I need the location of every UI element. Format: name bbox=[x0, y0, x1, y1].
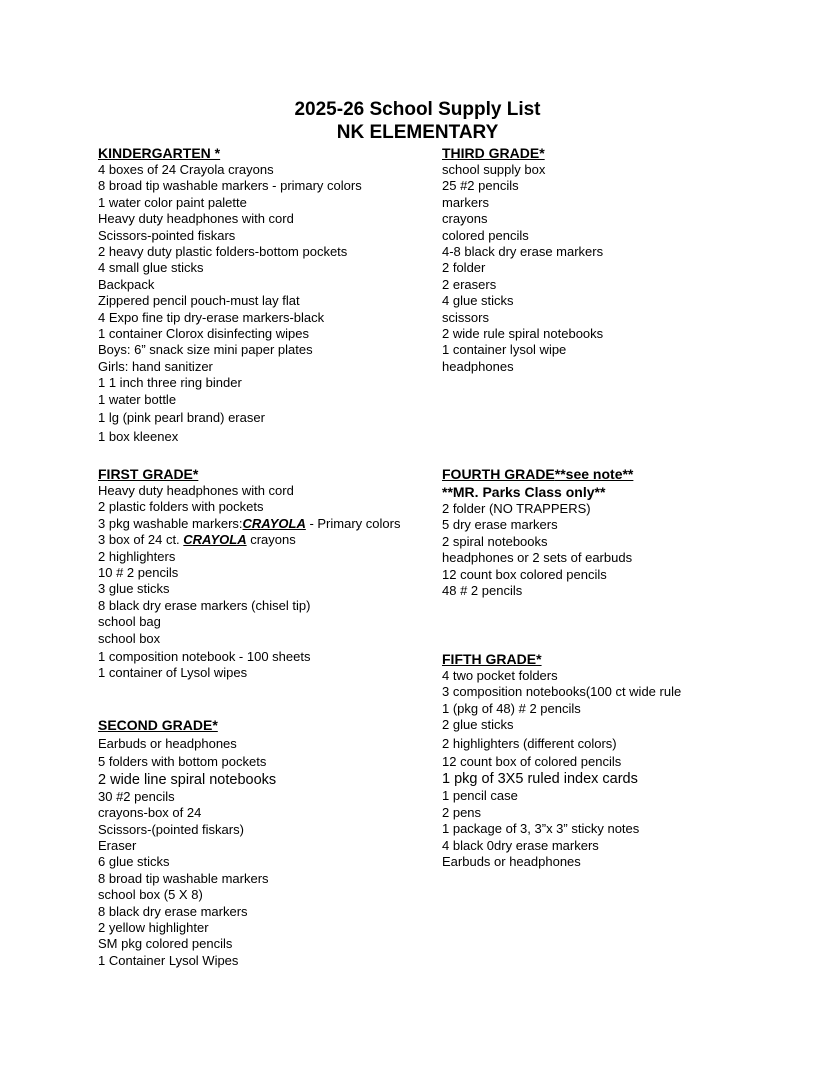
list-item: 5 dry erase markers bbox=[442, 517, 558, 533]
list-item: 2 highlighters (different colors) bbox=[442, 735, 617, 751]
list-item: 4 Expo fine tip dry-erase markers-black bbox=[98, 309, 325, 325]
list-item: 4 glue sticks bbox=[442, 293, 514, 309]
markers-prefix: 3 pkg washable markers: bbox=[98, 515, 243, 531]
fifth-grade-list bbox=[442, 668, 681, 870]
list-item: 4 two pocket folders bbox=[442, 668, 558, 683]
list-item: 2 glue sticks bbox=[442, 717, 514, 733]
fourth-grade-subheading: **MR. Parks Class only** bbox=[442, 484, 606, 500]
list-item: 1 composition notebook - 100 sheets bbox=[98, 649, 311, 665]
list-item: Boys: 6” snack size mini paper plates bbox=[98, 342, 313, 358]
list-item: 2 highlighters bbox=[98, 548, 176, 564]
list-item: 25 #2 pencils bbox=[442, 178, 519, 194]
list-item: markers bbox=[442, 194, 489, 210]
list-item: 2 erasers bbox=[442, 276, 497, 292]
list-item: Scissors-pointed fiskars bbox=[98, 227, 236, 243]
kindergarten-heading: KINDERGARTEN * bbox=[98, 145, 221, 161]
list-item: Girls: hand sanitizer bbox=[98, 358, 213, 374]
list-item: 1 box kleenex bbox=[98, 428, 179, 444]
list-item: 4 small glue sticks bbox=[98, 260, 204, 276]
list-item: Scissors-(pointed fiskars) bbox=[98, 821, 244, 837]
list-item: 8 broad tip washable markers bbox=[98, 870, 269, 886]
list-item: colored pencils bbox=[442, 227, 529, 243]
list-item: Backpack bbox=[98, 276, 155, 292]
list-item: Heavy duty headphones with cord bbox=[98, 483, 294, 498]
fourth-grade-heading-note: **see note** bbox=[554, 466, 634, 482]
fourth-grade-section bbox=[442, 465, 633, 599]
third-grade-list bbox=[442, 162, 603, 375]
list-item bbox=[98, 532, 400, 548]
first-grade-list bbox=[98, 483, 400, 682]
crayons-prefix: 3 box of 24 ct. bbox=[98, 532, 184, 548]
list-item: 1 Container Lysol Wipes bbox=[98, 952, 239, 968]
second-grade-list bbox=[98, 736, 276, 969]
markers-suffix: - Primary colors bbox=[305, 515, 401, 531]
list-item: 3 composition notebooks(100 ct wide rule bbox=[442, 684, 682, 700]
school-name: NK ELEMENTARY bbox=[336, 122, 499, 143]
list-item: 8 broad tip washable markers - primary colors bbox=[98, 178, 362, 194]
third-grade-section bbox=[442, 144, 603, 375]
list-item: 2 folder bbox=[442, 260, 486, 276]
kindergarten-list bbox=[98, 162, 362, 445]
list-item: Zippered pencil pouch-must lay flat bbox=[98, 293, 300, 309]
fifth-grade-heading: FIFTH GRADE* bbox=[442, 651, 542, 667]
list-item: 6 glue sticks bbox=[98, 854, 170, 870]
first-grade-heading: FIRST GRADE* bbox=[98, 466, 199, 482]
list-item: 2 plastic folders with pockets bbox=[98, 499, 264, 515]
list-item: 10 # 2 pencils bbox=[98, 565, 179, 581]
list-item: 1 1 inch three ring binder bbox=[98, 375, 242, 391]
list-item: 48 # 2 pencils bbox=[442, 583, 523, 599]
list-item: 1 package of 3, 3”x 3” sticky notes bbox=[442, 821, 640, 837]
list-item: school bag bbox=[98, 614, 161, 630]
kindergarten-section bbox=[98, 144, 362, 445]
list-item: Earbuds or headphones bbox=[98, 736, 237, 751]
list-item: headphones or 2 sets of earbuds bbox=[442, 550, 633, 566]
list-item: SM pkg colored pencils bbox=[98, 936, 233, 952]
list-item: 4-8 black dry erase markers bbox=[442, 244, 604, 260]
list-item: 1 container of Lysol wipes bbox=[98, 665, 248, 681]
list-item: 12 count box of colored pencils bbox=[442, 754, 622, 770]
brand-name: CRAYOLA bbox=[183, 532, 247, 548]
list-item: 5 folders with bottom pockets bbox=[98, 754, 267, 770]
fourth-grade-heading-text: FOURTH GRADE bbox=[442, 466, 555, 482]
list-item: Eraser bbox=[98, 838, 137, 854]
list-item: 1 (pkg of 48) # 2 pencils bbox=[442, 700, 581, 716]
list-item: school box bbox=[98, 630, 161, 646]
list-item: 3 glue sticks bbox=[98, 581, 170, 597]
crayons-suffix: crayons bbox=[246, 532, 296, 548]
list-item: 2 heavy duty plastic folders-bottom pockets bbox=[98, 244, 348, 260]
second-grade-section bbox=[98, 716, 276, 969]
list-item: crayons-box of 24 bbox=[98, 805, 202, 821]
list-item: 1 container lysol wipe bbox=[442, 342, 567, 358]
fourth-grade-heading bbox=[442, 465, 633, 483]
list-item: 2 pens bbox=[442, 804, 482, 820]
list-item: 8 black dry erase markers bbox=[98, 903, 248, 919]
fourth-grade-list bbox=[442, 501, 633, 599]
list-item: 2 folder (NO TRAPPERS) bbox=[442, 501, 591, 516]
list-item: 1 pkg of 3X5 ruled index cards bbox=[442, 771, 638, 788]
second-grade-heading: SECOND GRADE* bbox=[98, 717, 218, 733]
list-item: 4 boxes of 24 Crayola crayons bbox=[98, 162, 274, 177]
list-item: 1 pencil case bbox=[442, 788, 518, 804]
list-item: 1 lg (pink pearl brand) eraser bbox=[98, 410, 265, 426]
list-item: scissors bbox=[442, 309, 489, 325]
list-item: 30 #2 pencils bbox=[98, 788, 175, 804]
list-item: 2 spiral notebooks bbox=[442, 533, 548, 549]
third-grade-heading: THIRD GRADE* bbox=[442, 145, 545, 161]
list-item: 2 yellow highlighter bbox=[98, 920, 209, 936]
list-item: headphones bbox=[442, 358, 514, 374]
list-item: 12 count box colored pencils bbox=[442, 566, 607, 582]
list-item: 1 water color paint palette bbox=[98, 194, 247, 210]
list-item: 2 wide line spiral notebooks bbox=[98, 771, 277, 788]
list-item: 8 black dry erase markers (chisel tip) bbox=[98, 597, 311, 613]
list-item: 4 black 0dry erase markers bbox=[442, 837, 599, 853]
list-item: school box (5 X 8) bbox=[98, 887, 203, 903]
list-item: 2 wide rule spiral notebooks bbox=[442, 326, 604, 342]
list-item: Earbuds or headphones bbox=[442, 854, 581, 870]
list-item: 1 container Clorox disinfecting wipes bbox=[98, 326, 309, 342]
list-item: 1 water bottle bbox=[98, 391, 177, 407]
fifth-grade-section bbox=[442, 650, 681, 870]
document-title: 2025-26 School Supply List bbox=[294, 99, 541, 120]
list-item: school supply box bbox=[442, 162, 546, 177]
list-item: crayons bbox=[442, 211, 488, 227]
brand-name: CRAYOLA bbox=[242, 515, 306, 531]
list-item: Heavy duty headphones with cord bbox=[98, 211, 294, 227]
list-item bbox=[98, 516, 400, 532]
first-grade-section bbox=[98, 465, 400, 682]
